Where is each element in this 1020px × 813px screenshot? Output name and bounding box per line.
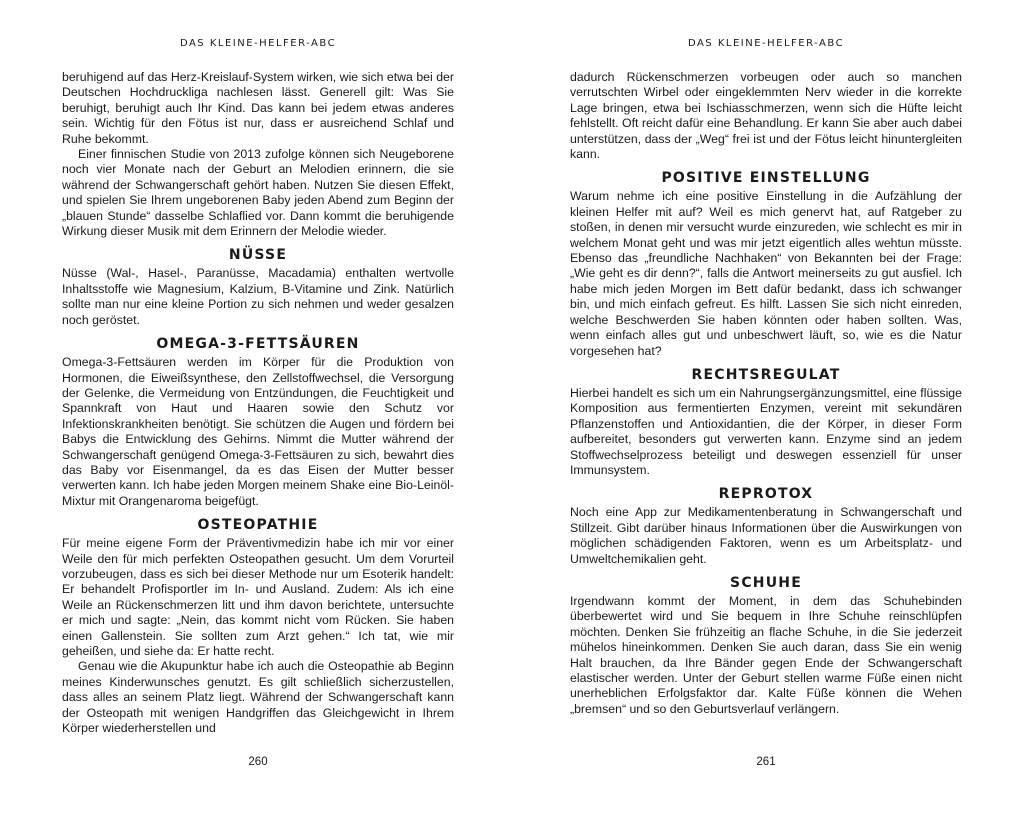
right-page-body (570, 70, 962, 717)
running-head: DAS KLEINE-HELFER-ABC (179, 38, 337, 49)
left-page-body (62, 70, 454, 736)
section-heading-osteopathie: OSTEOPATHIE (197, 517, 319, 534)
section-heading-rechtsregulat: RECHTSREGULAT (691, 366, 841, 383)
paragraph: Warum nehme ich eine positive Einstellung in die Aufzählung der kleinen Helfer mit auf? Weil es mich genervt hat, auf Ratgeber zu stoßen, in denen mir versucht wurde einzureden, wie schlecht es mir in welchem Monat geht und was mir jetzt eigentlich alles wehtun müsste. Ebenso das „freundliche Nachhaken“ von Bekannten bei der Frage: „Wie geht es dir denn?“, falls die Antwort meinerseits zu gut ausfiel. Ich habe mich jeden Morgen im Bett dafür bedankt, dass ich schwanger bin, und mich einfach gefreut. Es hilft. Lassen Sie sich nicht einreden, welche Beschwerden Sie haben könnten oder haben sollten. Was, wenn einfach alles gut und unbeschwert läuft, so, wie es die Natur vorgesehen hat? (570, 189, 962, 358)
page-number: 261 (756, 756, 776, 768)
paragraph: Omega-3-Fettsäuren werden im Körper für die Produktion von Hormonen, die Eiweißsynthese, den Zellstoffwechsel, die Versorgung der Gelenke, die Vermeidung von Entzündungen, die Feuchtigkeit und Spannkraft von Haut und Haaren sowie den Schutz vor Infektionskrankheiten benötigt. Sie schützen die Augen und fördern bei Babys die Entwicklung des Gehirns. Nimmt die Mutter während der Schwangerschaft genügend Omega-3-Fettsäuren zu sich, bewahrt dies das Baby vor Eisenmangel, da es das Eisen der Mutter besser verwerten kann. Ich habe jeden Morgen meinem Shake eine Bio-Leinöl-Mixtur mit Orangenaroma beigefügt. (62, 355, 454, 508)
paragraph: Genau wie die Akupunktur habe ich auch die Osteopathie ab Beginn meines Kinderwunsches genutzt. Es gilt schließlich sicherzustellen, dass alles an seinem Platz liegt. Während der Schwangerschaft kann der Osteopath mit wenigen Handgriffen das Gleichgewicht in Ihrem Körper wiederherstellen und (62, 659, 454, 736)
paragraph: dadurch Rückenschmerzen vorbeugen oder auch so manchen verrutschten Wirbel oder eingeklemmten Nerv wieder in die korrekte Lage bringen, etwa bei Ischiasschmerzen, wenn sich die Hüfte leicht fehlstellt. Oft reicht dafür eine Behandlung. Er kann Sie aber auch dabei unterstützen, dass der „Weg“ frei ist und der Fötus leicht hinuntergleiten kann. (570, 70, 962, 162)
section-heading-schuhe: SCHUHE (730, 574, 802, 591)
paragraph: Noch eine App zur Medikamentenberatung in Schwangerschaft und Stillzeit. Gibt darüber hinaus Informationen über die Auswirkungen von möglichen schädigenden Faktoren, wenn es um Arbeitsplatz- und Umweltchemikalien geht. (570, 505, 962, 566)
page-number: 260 (248, 756, 268, 768)
paragraph: Für meine eigene Form der Präventivmedizin habe ich mir vor einer Weile den für mich perfekten Osteopathen gesucht. Um dem Vorurteil vorzubeugen, dass es sich bei dieser Methode nur um Esoterik handelt: Er behandelt Profisportler im In- und Ausland. Zudem: Als ich eine Weile an Rückenschmerzen litt und ihm davon berichtete, untersuchte er mich und sagte: „Nein, das kommt nicht vom Rücken. Sie haben einen Gallenstein. Sie sollten zum Arzt gehen.“ Ich tat, wie mir geheißen, und siehe da: Er hatte recht. (62, 536, 454, 658)
section-heading-reprotox: REPROTOX (718, 486, 814, 503)
running-head: DAS KLEINE-HELFER-ABC (687, 38, 845, 49)
paragraph: Einer finnischen Studie von 2013 zufolge können sich Neugeborene noch vier Monate nach der Geburt an Melodien erinnern, die sie während der Schwangerschaft gehört haben. Nutzen Sie diesen Effekt, und spielen Sie Ihrem ungeborenen Baby jeden Abend zum Beginn der „blauen Stunde“ dasselbe Schlaflied vor. Dann kommt die beruhigende Wirkung dieser Musik mit dem Erinnern der Melodie wieder. (62, 147, 454, 239)
section-heading-nuesse: NÜSSE (228, 247, 288, 264)
paragraph: beruhigend auf das Herz-Kreislauf-System wirken, wie sich etwa bei der Deutschen Hochdruckliga nachlesen lässt. Generell gilt: Was Sie beruhigt, beruhigt auch Ihr Kind. Das kann bei jedem etwas anderes sein. Wichtig für den Fötus ist nur, dass er ausreichend Schlaf und Ruhe bekommt. (62, 70, 454, 146)
section-heading-omega: OMEGA-3-FETTSÄUREN (156, 336, 360, 353)
paragraph: Irgendwann kommt der Moment, in dem das Schuhebinden überbewertet wird und Sie bequem in Ihre Schuhe reinschlüpfen möchten. Denken Sie frühzeitig an flache Schuhe, in die Sie jederzeit mühelos hineinkommen. Denken Sie auch daran, dass Sie ein wenig Halt brauchen, da Ihre Bänder gegen Ende der Schwangerschaft elastischer werden. Unter der Geburt stellen warme Füße einen nicht unerheblichen Erfolgsfaktor dar. Kalte Füße können die Wehen „bremsen“ und so den Geburtsverlauf verlängern. (570, 593, 962, 716)
paragraph: Hierbei handelt es sich um ein Nahrungsergänzungsmittel, eine flüssige Komposition aus fermentierten Enzymen, vereint mit sekundären Pflanzenstoffen und Antioxidantien, die der Körper, in dieser Form aufbereitet, besonders gut verwerten kann. Enzyme sind an jedem Stoffwechselprozess beteiligt und deswegen essenziell für unser Immunsystem. (570, 385, 962, 477)
paragraph: Nüsse (Wal-, Hasel-, Paranüsse, Macadamia) enthalten wertvolle Inhaltsstoffe wie Magnesium, Kalzium, B-Vitamine und Zink. Natürlich sollte man nur eine kleine Portion zu sich nehmen und weder gesalzen noch geröstet. (62, 266, 454, 327)
right-page (570, 0, 962, 813)
section-heading-positive-einstellung: POSITIVE EINSTELLUNG (661, 170, 871, 187)
left-page (62, 0, 454, 813)
